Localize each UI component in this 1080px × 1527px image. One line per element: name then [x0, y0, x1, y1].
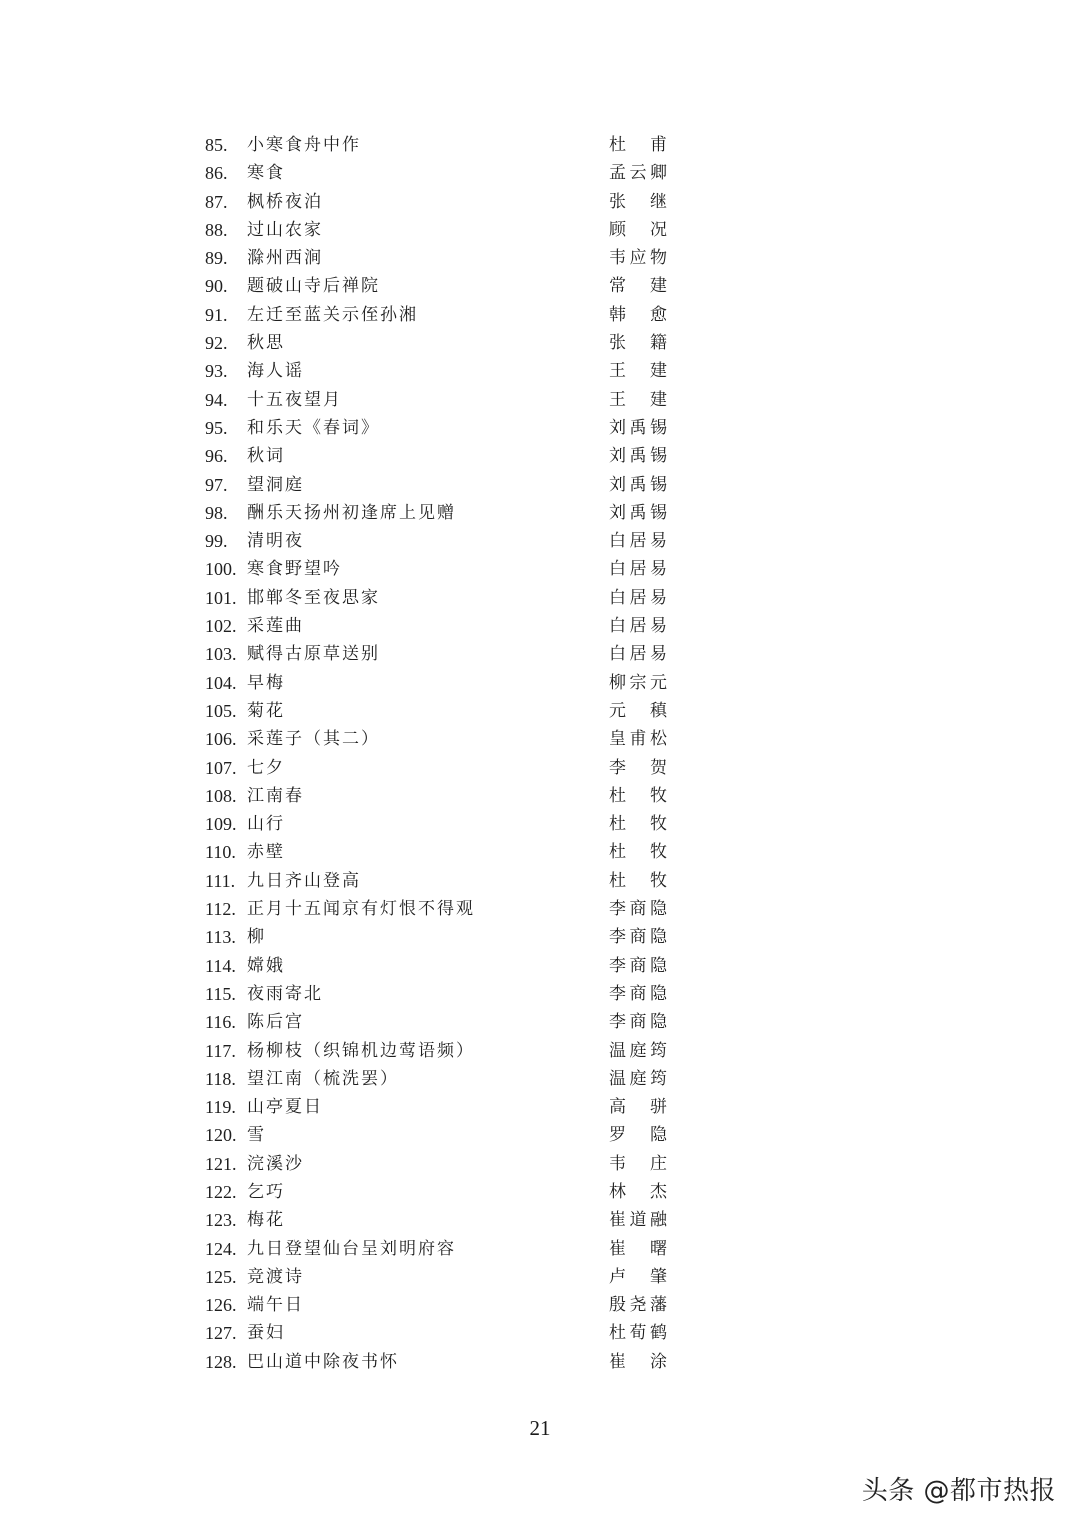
poem-title: 秋思 — [247, 333, 285, 354]
poem-number: 99. — [205, 531, 228, 552]
poem-author: 崔 道 融 — [609, 1210, 667, 1231]
poem-author: 崔 涂 — [609, 1351, 667, 1372]
poem-number: 124. — [205, 1238, 237, 1259]
list-item — [205, 527, 667, 555]
poem-title: 正月十五闻京有灯恨不得观 — [247, 899, 475, 920]
list-item — [205, 669, 667, 697]
poem-number: 106. — [205, 729, 237, 750]
poem-author: 卢 肇 — [609, 1266, 667, 1287]
list-item — [205, 216, 667, 244]
poem-author: 白 居 易 — [609, 559, 667, 580]
list-item — [205, 1150, 667, 1178]
poem-title: 赤壁 — [247, 842, 285, 863]
list-item — [205, 1037, 667, 1065]
poem-title: 赋得古原草送别 — [247, 644, 380, 665]
poem-number: 97. — [205, 474, 228, 495]
poem-title: 清明夜 — [247, 531, 304, 552]
poem-number: 122. — [205, 1181, 237, 1202]
list-item — [205, 1206, 667, 1234]
poem-title: 滁州西涧 — [247, 248, 323, 269]
list-item — [205, 329, 667, 357]
poem-author: 元 稹 — [609, 700, 667, 721]
list-item — [205, 244, 667, 272]
list-item — [205, 159, 667, 187]
list-item — [205, 555, 667, 583]
poem-title: 早梅 — [247, 672, 285, 693]
list-item — [205, 640, 667, 668]
poem-number: 107. — [205, 757, 237, 778]
poem-author: 王 建 — [609, 361, 667, 382]
poem-number: 102. — [205, 616, 237, 637]
poem-number: 98. — [205, 502, 228, 523]
poem-title: 陈后宫 — [247, 1012, 304, 1033]
poem-number: 91. — [205, 304, 228, 325]
poem-author: 杜 牧 — [609, 870, 667, 891]
list-item — [205, 1093, 667, 1121]
poem-number: 85. — [205, 135, 228, 155]
list-item — [205, 782, 667, 810]
poem-title: 七夕 — [247, 757, 285, 778]
poem-number: 104. — [205, 672, 237, 693]
list-item — [205, 1008, 667, 1036]
poem-number: 88. — [205, 219, 228, 240]
poem-title: 九日齐山登高 — [247, 870, 361, 891]
list-item — [205, 357, 667, 385]
poem-title: 柳 — [247, 927, 266, 948]
poem-title: 枫桥夜泊 — [247, 191, 323, 212]
list-item — [205, 838, 667, 866]
poem-title: 江南春 — [247, 785, 304, 806]
poem-number: 112. — [205, 899, 236, 920]
poem-title: 雪 — [247, 1125, 266, 1146]
list-item — [205, 1178, 667, 1206]
poem-title: 十五夜望月 — [247, 389, 342, 410]
page-number: 21 — [529, 1416, 551, 1440]
poem-number: 105. — [205, 700, 237, 721]
poem-title: 竞渡诗 — [247, 1266, 304, 1287]
poem-author: 韩 愈 — [609, 304, 667, 325]
poem-author: 李 商 隐 — [609, 983, 667, 1004]
list-item — [205, 386, 667, 414]
list-item — [205, 442, 667, 470]
list-item — [205, 188, 667, 216]
poem-number: 118. — [205, 1068, 236, 1089]
poem-author: 殷 尧 藩 — [609, 1295, 667, 1316]
poem-title: 采莲子（其二） — [247, 729, 380, 750]
poem-author: 刘 禹 锡 — [609, 474, 667, 495]
poem-title: 酬乐天扬州初逢席上见赠 — [247, 502, 456, 523]
poem-number: 114. — [205, 955, 236, 976]
list-item — [205, 1121, 667, 1149]
list-item — [205, 867, 667, 895]
poem-title: 蚕妇 — [247, 1323, 285, 1344]
list-item — [205, 1291, 667, 1319]
poem-title: 山亭夏日 — [247, 1097, 323, 1118]
poem-title: 山行 — [247, 814, 285, 835]
poem-title: 菊花 — [247, 700, 285, 721]
poem-number: 123. — [205, 1210, 237, 1231]
list-item — [205, 754, 667, 782]
poem-author: 崔 曙 — [609, 1238, 667, 1259]
poem-title: 巴山道中除夜书怀 — [247, 1351, 399, 1372]
poem-title: 梅花 — [247, 1210, 285, 1231]
poem-number: 86. — [205, 163, 228, 184]
poem-author: 杜 荀 鹤 — [609, 1323, 667, 1344]
poem-title: 秋词 — [247, 446, 285, 467]
poem-number: 110. — [205, 842, 236, 863]
poem-number: 125. — [205, 1266, 237, 1287]
poem-title: 杨柳枝（织锦机边莺语频） — [247, 1040, 475, 1061]
poem-author: 刘 禹 锡 — [609, 417, 667, 438]
poem-author: 温 庭 筠 — [609, 1068, 667, 1089]
list-item — [205, 1348, 667, 1376]
list-item — [205, 1065, 667, 1093]
poem-title: 九日登望仙台呈刘明府容 — [247, 1238, 456, 1259]
poem-author: 白 居 易 — [609, 587, 667, 608]
poem-number: 119. — [205, 1097, 236, 1118]
poem-author: 刘 禹 锡 — [609, 502, 667, 523]
list-item — [205, 1235, 667, 1263]
poem-author: 顾 况 — [609, 219, 667, 240]
poem-title: 寒食 — [247, 163, 285, 184]
list-item — [205, 952, 667, 980]
poem-title: 题破山寺后禅院 — [247, 276, 380, 297]
poem-author: 白 居 易 — [609, 644, 667, 665]
poem-number: 89. — [205, 248, 228, 269]
poem-title: 端午日 — [247, 1295, 304, 1316]
poem-title: 小寒食舟中作 — [247, 135, 361, 155]
poem-author: 孟 云 卿 — [609, 163, 667, 184]
poem-title: 乞巧 — [247, 1181, 285, 1202]
poem-number: 92. — [205, 333, 228, 354]
list-item — [205, 697, 667, 725]
list-item — [205, 471, 667, 499]
poem-title: 和乐天《春词》 — [247, 417, 380, 438]
poem-number: 115. — [205, 983, 236, 1004]
list-item — [205, 725, 667, 753]
list-item — [205, 414, 667, 442]
poem-author: 白 居 易 — [609, 531, 667, 552]
poem-title: 夜雨寄北 — [247, 983, 323, 1004]
poem-number: 127. — [205, 1323, 237, 1344]
poem-author: 柳 宗 元 — [609, 672, 667, 693]
poem-number: 90. — [205, 276, 228, 297]
list-item — [205, 131, 667, 159]
poem-author: 王 建 — [609, 389, 667, 410]
poem-title: 寒食野望吟 — [247, 559, 342, 580]
poem-title: 海人谣 — [247, 361, 304, 382]
poem-number: 101. — [205, 587, 237, 608]
list-item — [205, 1263, 667, 1291]
poem-number: 100. — [205, 559, 237, 580]
poem-author: 杜 牧 — [609, 842, 667, 863]
poem-title: 浣溪沙 — [247, 1153, 304, 1174]
poem-number: 96. — [205, 446, 228, 467]
poem-number: 108. — [205, 785, 237, 806]
poem-author: 李 商 隐 — [609, 1012, 667, 1033]
list-item — [205, 272, 667, 300]
list-item — [205, 499, 667, 527]
poem-number: 113. — [205, 927, 236, 948]
poem-author: 常 建 — [609, 276, 667, 297]
poem-title: 望洞庭 — [247, 474, 304, 495]
poem-number: 95. — [205, 417, 228, 438]
poem-author: 杜 牧 — [609, 785, 667, 806]
poem-number: 87. — [205, 191, 228, 212]
poem-author: 韦 应 物 — [609, 248, 667, 269]
poem-title: 采莲曲 — [247, 616, 304, 637]
list-item — [205, 810, 667, 838]
poem-author: 张 籍 — [609, 333, 667, 354]
poem-title: 邯郸冬至夜思家 — [247, 587, 380, 608]
list-item — [205, 584, 667, 612]
list-item — [205, 895, 667, 923]
poem-author: 杜 甫 — [609, 135, 667, 155]
list-item — [205, 1319, 667, 1347]
poem-author: 李 商 隐 — [609, 927, 667, 948]
poem-author: 李 商 隐 — [609, 955, 667, 976]
poem-author: 韦 庄 — [609, 1153, 667, 1174]
poem-title: 过山农家 — [247, 219, 323, 240]
poem-author: 白 居 易 — [609, 616, 667, 637]
poem-number: 116. — [205, 1012, 236, 1033]
poem-list — [205, 131, 667, 1376]
poem-author: 李 商 隐 — [609, 899, 667, 920]
poem-author: 李 贺 — [609, 757, 667, 778]
poem-number: 121. — [205, 1153, 237, 1174]
poem-author: 张 继 — [609, 191, 667, 212]
poem-author: 罗 隐 — [609, 1125, 667, 1146]
list-item — [205, 612, 667, 640]
poem-title: 嫦娥 — [247, 955, 285, 976]
list-item — [205, 301, 667, 329]
poem-number: 103. — [205, 644, 237, 665]
poem-title: 左迁至蓝关示侄孙湘 — [247, 304, 418, 325]
poem-number: 128. — [205, 1351, 237, 1372]
poem-number: 120. — [205, 1125, 237, 1146]
poem-author: 温 庭 筠 — [609, 1040, 667, 1061]
poem-author: 刘 禹 锡 — [609, 446, 667, 467]
poem-author: 高 骈 — [609, 1097, 667, 1118]
poem-author: 林 杰 — [609, 1181, 667, 1202]
poem-author: 皇 甫 松 — [609, 729, 667, 750]
poem-author: 杜 牧 — [609, 814, 667, 835]
poem-number: 109. — [205, 814, 237, 835]
list-item — [205, 980, 667, 1008]
poem-number: 94. — [205, 389, 228, 410]
poem-title: 望江南（梳洗罢） — [247, 1068, 399, 1089]
poem-number: 93. — [205, 361, 228, 382]
poem-number: 111. — [205, 870, 236, 891]
poem-number: 117. — [205, 1040, 236, 1061]
poem-number: 126. — [205, 1295, 237, 1316]
list-item — [205, 923, 667, 951]
watermark: 头条 @都市热报 — [861, 1476, 1056, 1506]
